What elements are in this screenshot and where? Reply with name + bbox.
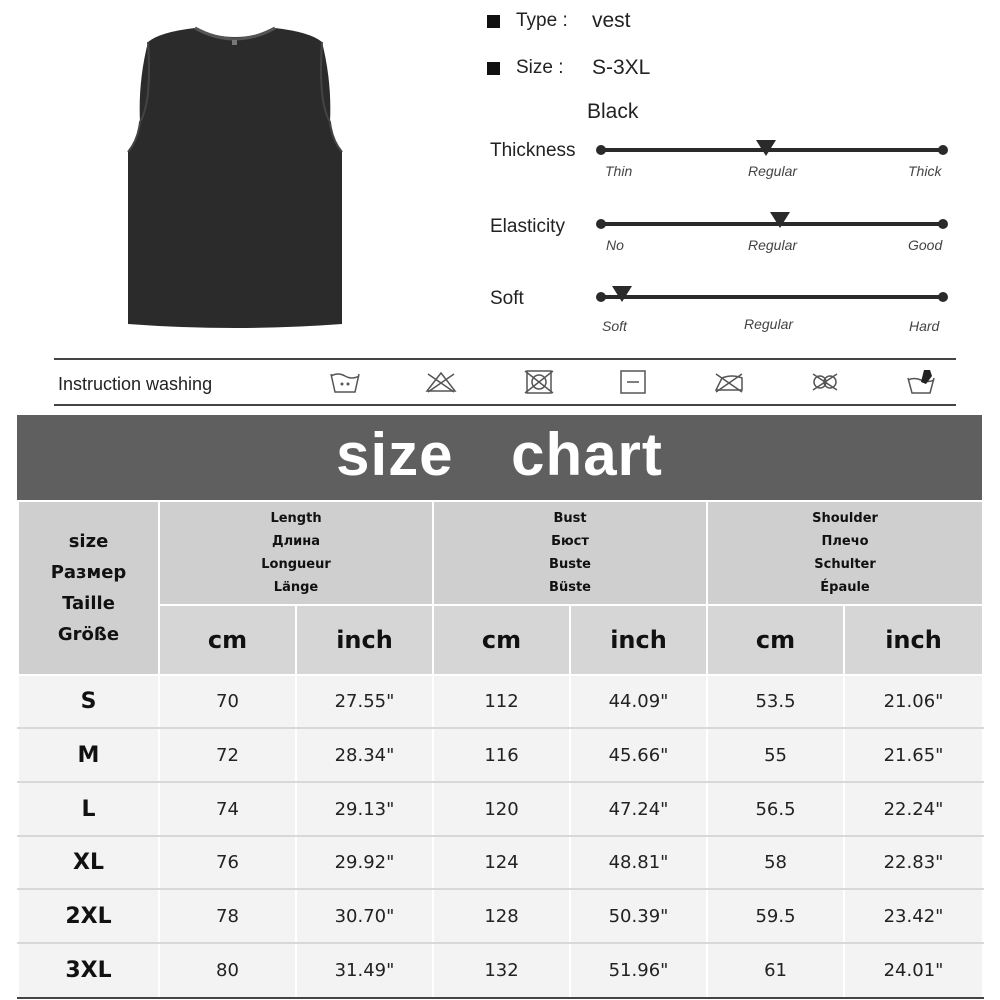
scale-tick: Thin: [605, 163, 633, 179]
table-row: [18, 782, 983, 836]
bust-inch-cell: 50.39": [570, 889, 707, 943]
length-header: [159, 501, 433, 605]
shoulder-cm-cell: 58: [707, 836, 844, 889]
soft-scale: [490, 288, 950, 338]
size-header-line: Размер: [50, 562, 127, 583]
thickness-scale: [490, 140, 950, 190]
length-cm-cell: 74: [159, 782, 296, 836]
unit-header-cm: cm: [433, 605, 570, 675]
vest-product-image: [120, 22, 350, 332]
no-bleach-icon: [424, 368, 458, 396]
scale-tick: Soft: [602, 318, 627, 334]
type-value: vest: [592, 9, 631, 32]
table-row: [18, 728, 983, 782]
bust-inch-cell: 48.81": [570, 836, 707, 889]
size-value: S-3XL: [592, 56, 651, 79]
header-line: Longueur: [261, 557, 331, 572]
header-line: Schulter: [814, 557, 876, 572]
size-cell: 2XL: [18, 889, 159, 943]
header-line: Бюст: [551, 534, 589, 549]
scale-tick: Thick: [908, 163, 942, 179]
shoulder-cm-cell: 55: [707, 728, 844, 782]
washing-instructions: [54, 358, 956, 406]
length-cm-cell: 80: [159, 943, 296, 998]
length-cm-cell: 76: [159, 836, 296, 889]
header-line: Shoulder: [812, 511, 878, 526]
shoulder-cm-cell: 53.5: [707, 675, 844, 728]
header-line: Length: [270, 511, 322, 526]
bust-cm-cell: 124: [433, 836, 570, 889]
shoulder-cm-cell: 61: [707, 943, 844, 998]
unit-header-inch: inch: [844, 605, 983, 675]
header-line: Buste: [549, 557, 591, 572]
size-cell: S: [18, 675, 159, 728]
bust-cm-cell: 120: [433, 782, 570, 836]
size-cell: L: [18, 782, 159, 836]
header-line: Épaule: [820, 580, 870, 595]
scale-tick: Regular: [748, 237, 798, 253]
header-line: Длина: [272, 534, 320, 549]
size-header-cell: [18, 501, 159, 675]
no-iron-icon: [712, 368, 746, 396]
bullet-square-icon: [487, 62, 500, 75]
size-chart-header: [17, 415, 982, 500]
scale-marker: [756, 140, 776, 156]
unit-header-inch: inch: [296, 605, 433, 675]
dry-flat-icon: [616, 368, 650, 396]
scale-tick: Regular: [748, 163, 798, 179]
color-value: Black: [587, 100, 639, 123]
bust-inch-cell: 44.09": [570, 675, 707, 728]
type-label: Type :: [516, 10, 568, 31]
shoulder-inch-cell: 21.65": [844, 728, 983, 782]
length-cm-cell: 72: [159, 728, 296, 782]
type-spec: [487, 9, 631, 33]
shoulder-inch-cell: 21.06": [844, 675, 983, 728]
bust-cm-cell: 112: [433, 675, 570, 728]
bust-inch-cell: 45.66": [570, 728, 707, 782]
unit-header-cm: cm: [159, 605, 296, 675]
shoulder-inch-cell: 24.01": [844, 943, 983, 998]
size-header-line: Größe: [57, 624, 120, 645]
shoulder-cm-cell: 56.5: [707, 782, 844, 836]
header-line: Плечо: [821, 534, 869, 549]
washing-label: Instruction washing: [58, 374, 213, 394]
hand-wash-icon: [904, 368, 938, 396]
shoulder-cm-cell: 59.5: [707, 889, 844, 943]
bust-inch-cell: 47.24": [570, 782, 707, 836]
shoulder-inch-cell: 22.83": [844, 836, 983, 889]
scale-tick: Regular: [744, 316, 794, 332]
scale-tick: No: [606, 237, 624, 253]
table-row: [18, 889, 983, 943]
header-line: Länge: [273, 580, 319, 595]
length-inch-cell: 27.55": [296, 675, 433, 728]
scale-label: Soft: [490, 288, 524, 309]
size-label: Size :: [516, 57, 564, 78]
length-inch-cell: 29.13": [296, 782, 433, 836]
length-inch-cell: 29.92": [296, 836, 433, 889]
scale-tick: Hard: [909, 318, 940, 334]
scale-bar: [600, 295, 944, 299]
size-chart-title: size chart: [336, 421, 663, 488]
bust-cm-cell: 128: [433, 889, 570, 943]
shoulder-inch-cell: 23.42": [844, 889, 983, 943]
bullet-square-icon: [487, 15, 500, 28]
table-row: [18, 943, 983, 998]
shoulder-header: [707, 501, 983, 605]
scale-label: Thickness: [490, 140, 576, 161]
unit-header-inch: inch: [570, 605, 707, 675]
no-tumble-dry-icon: [522, 368, 556, 396]
bust-inch-cell: 51.96": [570, 943, 707, 998]
size-cell: 3XL: [18, 943, 159, 998]
scale-marker: [770, 212, 790, 228]
size-cell: XL: [18, 836, 159, 889]
size-chart-table: [17, 500, 984, 999]
bust-cm-cell: 132: [433, 943, 570, 998]
table-row: [18, 675, 983, 728]
bust-cm-cell: 116: [433, 728, 570, 782]
scale-label: Elasticity: [490, 216, 565, 237]
size-cell: M: [18, 728, 159, 782]
no-dry-clean-icon: [808, 368, 842, 396]
header-line: Bust: [553, 511, 587, 526]
elasticity-scale: [490, 216, 950, 266]
wash-30-icon: [328, 368, 362, 396]
scale-marker: [612, 286, 632, 302]
scale-tick: Good: [908, 237, 943, 253]
length-cm-cell: 70: [159, 675, 296, 728]
unit-header-cm: cm: [707, 605, 844, 675]
size-spec: [487, 56, 650, 80]
length-inch-cell: 30.70": [296, 889, 433, 943]
length-inch-cell: 31.49": [296, 943, 433, 998]
length-cm-cell: 78: [159, 889, 296, 943]
header-line: Büste: [549, 580, 591, 595]
table-row: [18, 836, 983, 889]
shoulder-inch-cell: 22.24": [844, 782, 983, 836]
length-inch-cell: 28.34": [296, 728, 433, 782]
size-header-line: Taille: [62, 593, 115, 614]
size-header-line: size: [68, 531, 109, 552]
bust-header: [433, 501, 707, 605]
